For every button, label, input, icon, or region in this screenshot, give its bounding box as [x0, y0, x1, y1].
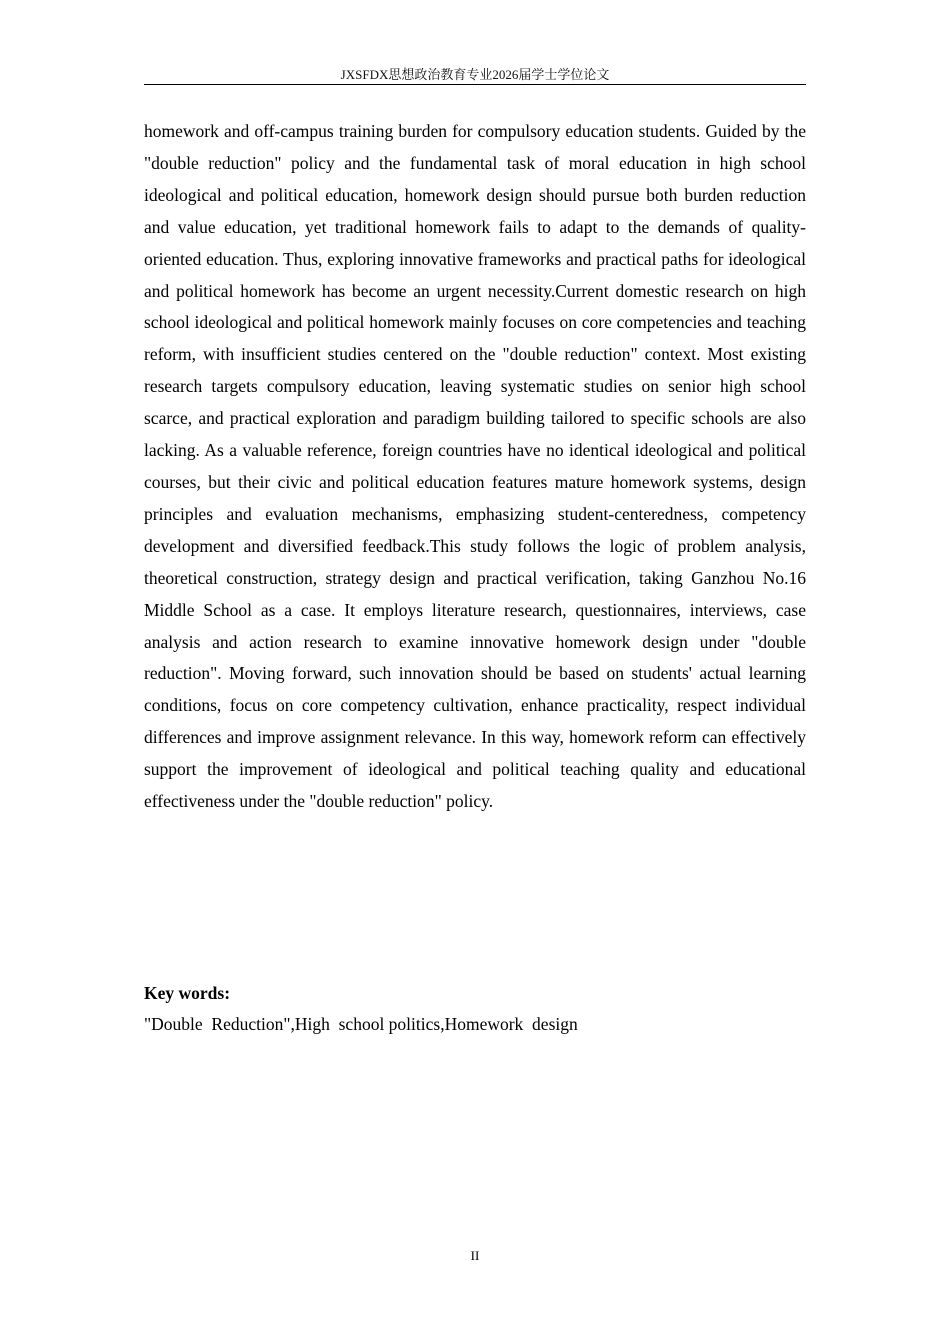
page-number: II: [470, 1248, 480, 1263]
abstract-body: homework and off-campus training burden for compulsory education students. Guided by the "double reduction" policy and the fundamental task of moral education in high school ideological and political education, homework design should pursue both burden reduction and value education, yet traditional homework fails to adapt to the demands of quality-oriented education. Thus, exploring innovative frameworks and practical paths for ideological and political homework has become an urgent necessity.Current domestic research on high school ideological and political homework mainly focuses on core competencies and teaching reform, with insufficient studies centered on the "double reduction" context. Most existing research targets compulsory education, leaving systematic studies on senior high school scarce, and practical exploration and paradigm building tailored to specific schools are also lacking. As a valuable reference, foreign countries have no identical ideological and political courses, but their civic and political education features mature homework systems, design principles and evaluation mechanisms, emphasizing student-centeredness, competency development and diversified feedback.This study follows the logic of problem analysis, theoretical construction, strategy design and practical verification, taking Ganzhou No.16 Middle School as a case. It employs literature research, questionnaires, interviews, case analysis and action research to examine innovative homework design under "double reduction". Moving forward, such innovation should be based on students' actual learning conditions, focus on core competency cultivation, enhance practicality, respect individual differences and improve assignment relevance. In this way, homework reform can effectively support the improvement of ideological and political teaching quality and educational effectiveness under the "double reduction" policy.: [144, 121, 806, 812]
running-header: JXSFDX思想政治教育专业2026届学士学位论文: [144, 66, 806, 85]
keywords-list: "Double Reduction",High school politics,Homework design: [144, 1014, 578, 1034]
keywords-heading: Key words:: [144, 983, 231, 1003]
